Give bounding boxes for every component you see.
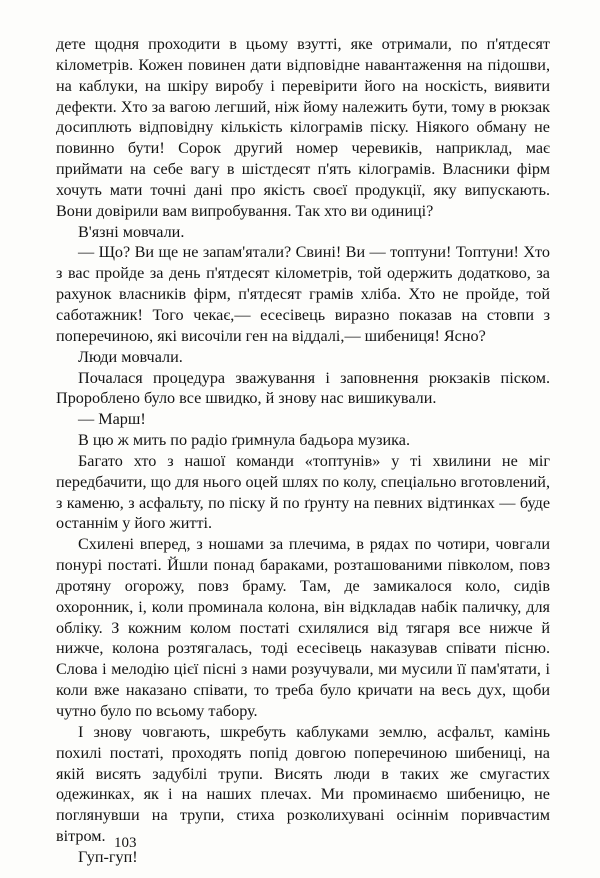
paragraph-11: Гуп-гуп! xyxy=(78,847,138,866)
paragraph-7: В цю ж мить по радіо ґримнула бадьора музика. xyxy=(78,431,410,450)
paragraph-8: Багато хто з нашої команди «топтунів» у ті хвилини не міг передбачити, що для нього оцей шлях по колу, спеціально вготовлений, з каменю, з асфальту, по піску й по ґрунту на певних відтинках — буде останнім у його житті. xyxy=(56,451,550,533)
paragraph-4: Люди мовчали. xyxy=(78,347,183,366)
paragraph-2: В'язні мовчали. xyxy=(78,222,185,241)
paragraph-1: дете щодня проходити в цьому взутті, яке отримали, по п'ятдесят кілометрів. Кожен повинен дати відповідне навантаження на підошви, на каблуки, на шкіру виробу і перевірити його на носкість, виявити дефекти. Хто за вагою легший, ніж йому належить бути, тому в рюкзак досиплють відповідну кількість кілограмів піску. Ніякого обману не повинно бути! Сорок другий номер черевиків, наприклад, має приймати на себе вагу в шістдесят п'ять кілограмів. Власники фірм хочуть мати точні дані про якість своєї продукції, яку випускають. Вони довірили вам випробування. Так хто ви одиниці? xyxy=(56,35,550,220)
paragraph-9: Схилені вперед, з ношами за плечима, в рядах по чотири, човгали понурі постаті. Йшли понад бараками, розташованими півколом, повз дротяну огорожу, повз браму. Там, де замикалося коло, сидів охоронник, і, коли проминала колона, він відкладав набік паличку, для обліку. З кожним колом постаті схилялися від тягаря все нижче й нижче, колона розтягалась, тоді есесівець наказував співати пісню. Слова і мелодію цієї пісні з нами розучували, ми мусили її пам'ятати, і коли вже наказано співати, то треба було кричати на весь дух, щоби чутно було по всьому табору. xyxy=(56,535,550,720)
page-number: 103 xyxy=(114,835,137,851)
paragraph-6: — Марш! xyxy=(78,410,146,429)
paragraph-5: Почалася процедура зважування і заповнення рюкзаків піском. Пророблено було все швидко, й знову нас вишикували. xyxy=(56,368,550,408)
paragraph-10: І знову човгають, шкребуть каблуками землю, асфальт, камінь похилі постаті, проходять попід довгою поперечиною шибениці, на якій висять задубілі трупи. Висять люди в таких же смугастих одежинках, як і на наших плечах. Ми проминаємо шибеницю, не поглянувши на трупи, стиха розколихувані осіннім поривчастим вітром. xyxy=(56,722,550,846)
body-text xyxy=(56,34,550,868)
paragraph-3: — Що? Ви ще не запам'ятали? Свині! Ви — топтуни! Топтуни! Хто з вас пройде за день п'ятдесят кілометрів, той одержить додатково, за рахунок власників фірм, п'ятдесят грамів хліба. Хто не пройде, той саботажник! Того чекає,— есесівець виразно показав на стовпи з поперечиною, які височіли ген на віддалі,— шибениця! Ясно? xyxy=(56,243,550,345)
